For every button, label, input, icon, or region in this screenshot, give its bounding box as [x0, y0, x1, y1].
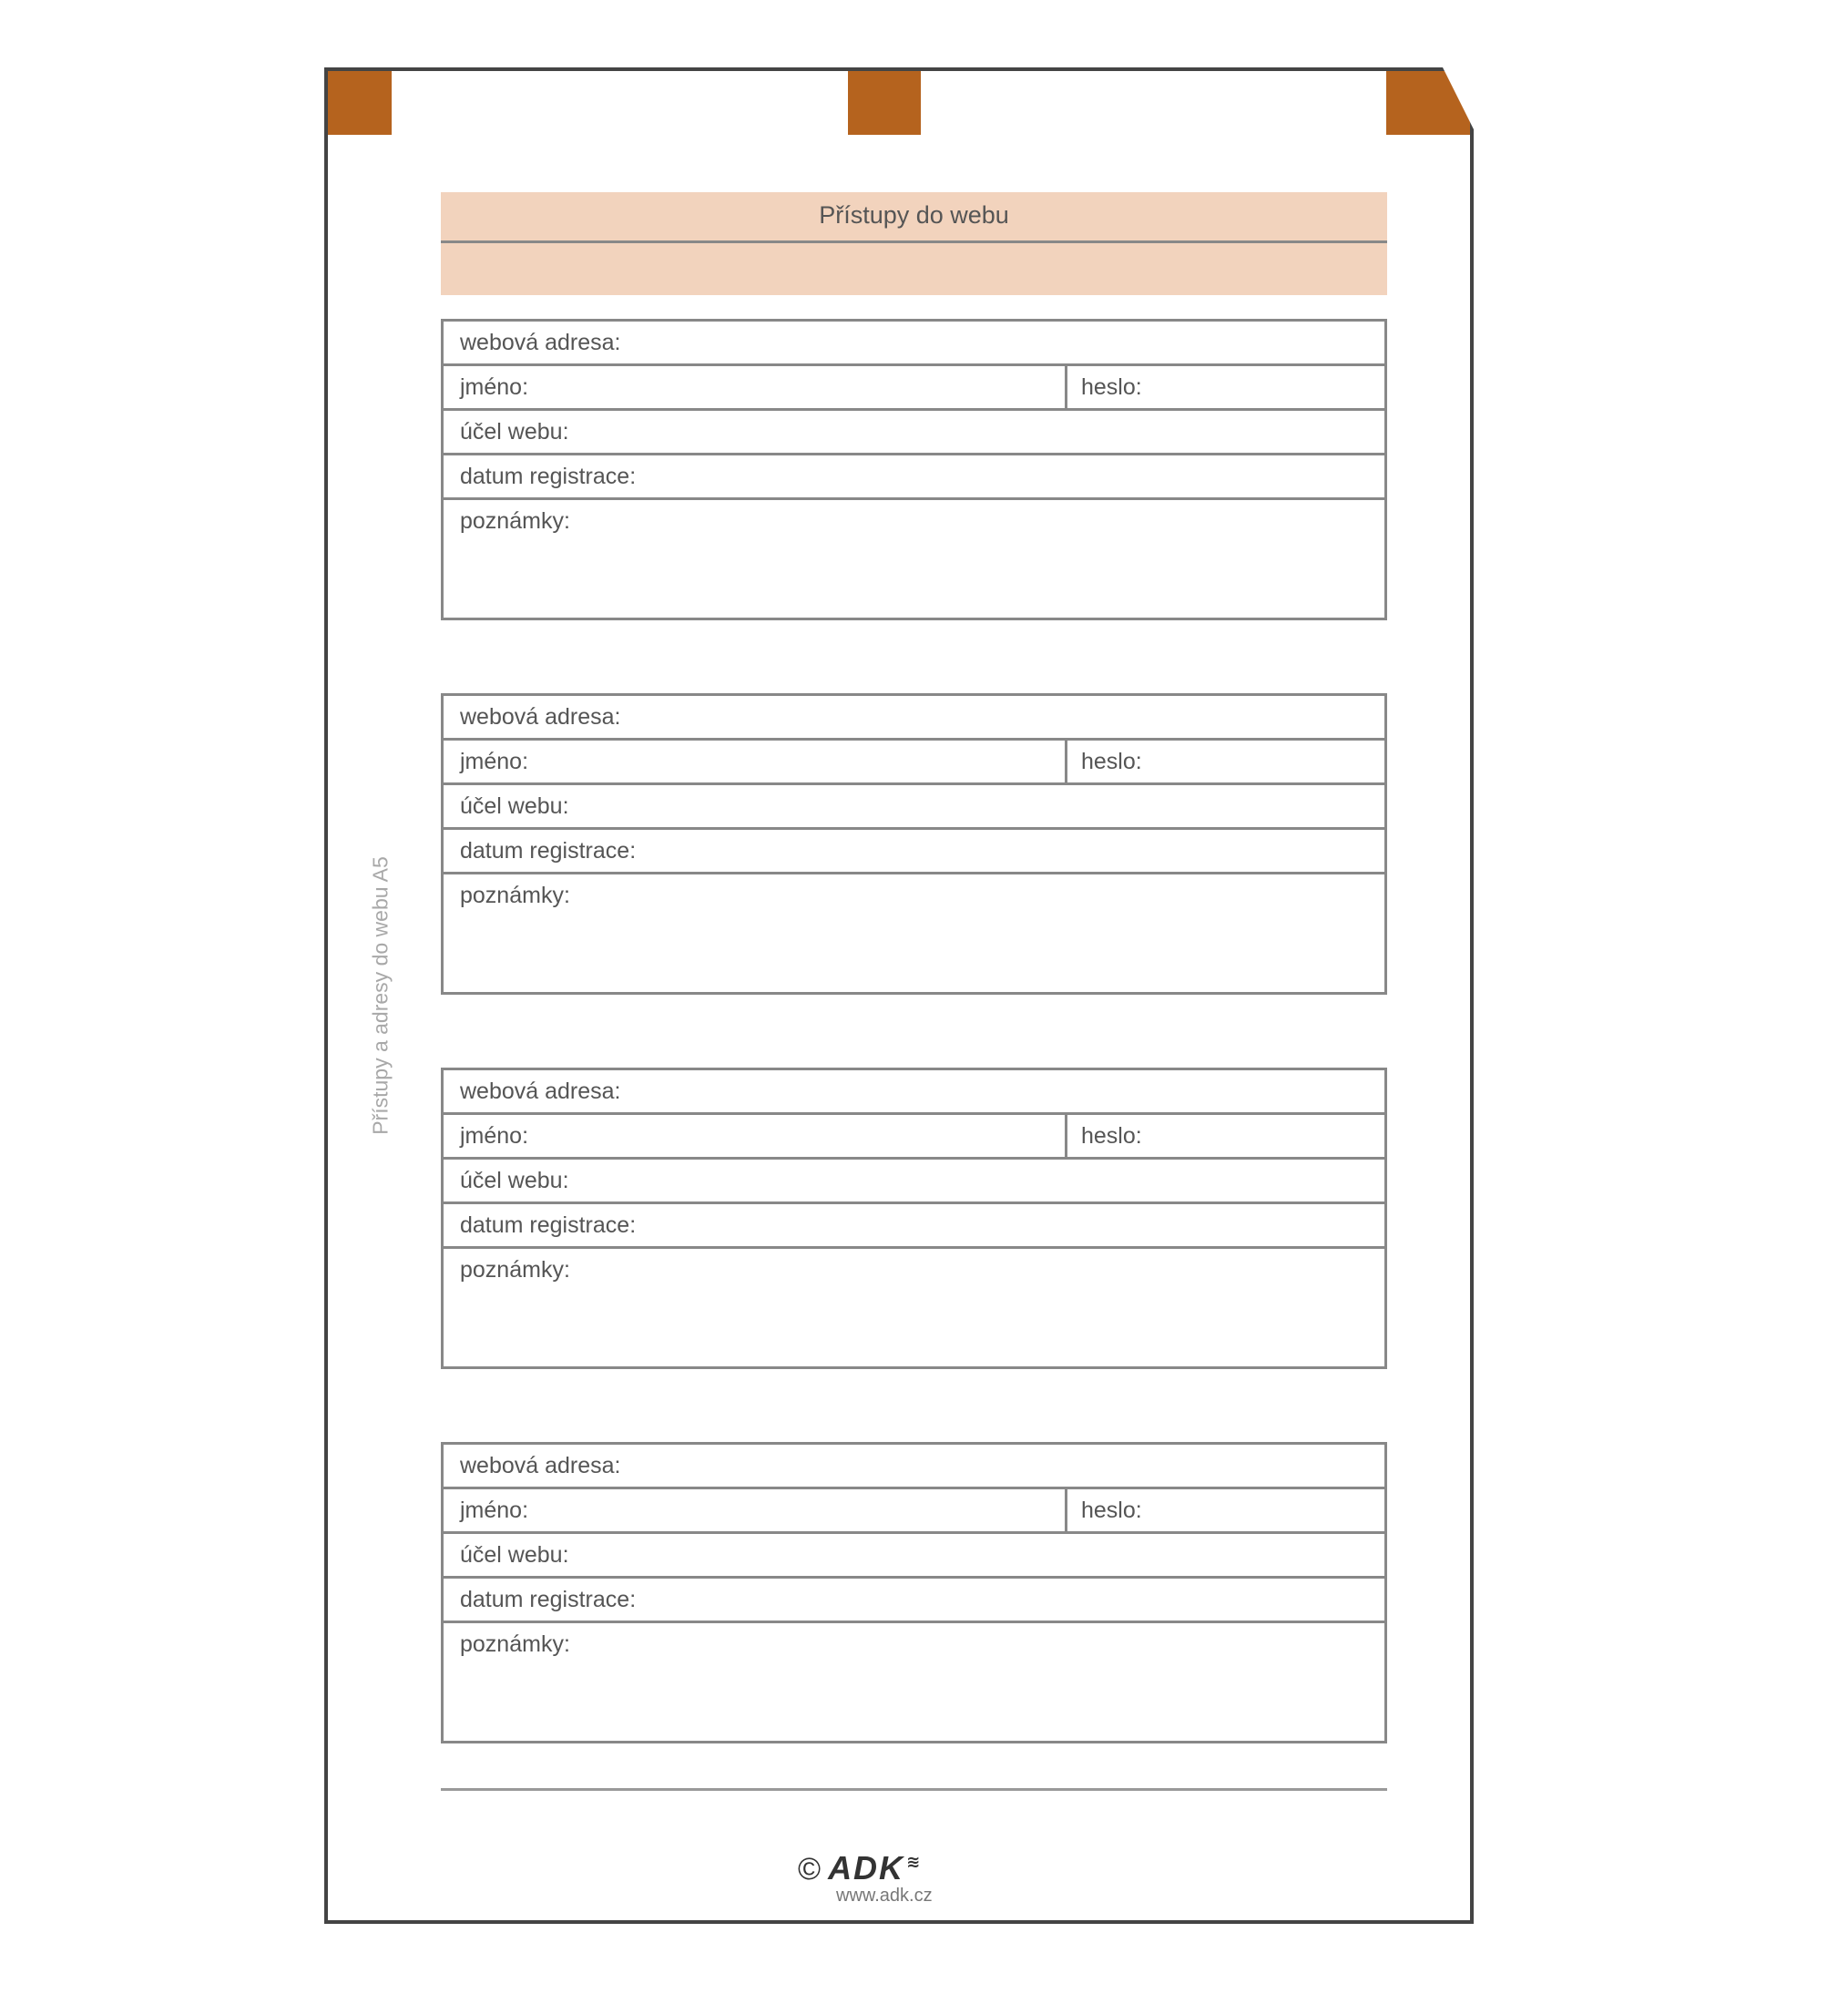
binder-tab-left — [328, 71, 392, 135]
purpose-label: účel webu: — [460, 1168, 569, 1193]
credentials-row[interactable] — [444, 1115, 1384, 1160]
brand-logo — [798, 1849, 920, 1887]
web-address-label: webová adresa: — [460, 1079, 621, 1104]
purpose-row[interactable] — [444, 785, 1384, 830]
registration-date-label: datum registrace: — [460, 1587, 637, 1612]
registration-date-row[interactable] — [444, 1204, 1384, 1249]
purpose-label: účel webu: — [460, 793, 569, 819]
purpose-label: účel webu: — [460, 1542, 569, 1568]
credentials-row[interactable] — [444, 741, 1384, 785]
credentials-row[interactable] — [444, 1489, 1384, 1534]
web-address-row[interactable] — [444, 1070, 1384, 1115]
password-label: heslo: — [1081, 1498, 1142, 1523]
web-address-label: webová adresa: — [460, 1453, 621, 1478]
row-divider — [1065, 741, 1067, 782]
credentials-row[interactable] — [444, 366, 1384, 411]
copyright-icon: © — [798, 1852, 822, 1886]
notes-row[interactable] — [444, 1249, 1384, 1366]
web-access-form — [441, 693, 1387, 995]
password-label: heslo: — [1081, 374, 1142, 400]
registration-date-row[interactable] — [444, 830, 1384, 874]
side-label: Přístupy a adresy do webu A5 — [368, 856, 393, 1135]
notes-label: poznámky: — [460, 1257, 570, 1283]
registration-date-label: datum registrace: — [460, 464, 637, 489]
password-label: heslo: — [1081, 749, 1142, 774]
page-header — [441, 192, 1387, 295]
notes-label: poznámky: — [460, 1631, 570, 1657]
purpose-label: účel webu: — [460, 419, 569, 445]
footer-divider — [441, 1788, 1387, 1791]
notes-row[interactable] — [444, 874, 1384, 992]
registration-date-label: datum registrace: — [460, 838, 637, 864]
name-label: jméno: — [460, 1123, 529, 1149]
web-address-label: webová adresa: — [460, 704, 621, 730]
brand-mark-icon: ≋ — [906, 1853, 921, 1871]
brand-name: ADK — [828, 1849, 905, 1886]
row-divider — [1065, 1115, 1067, 1157]
web-access-form — [441, 319, 1387, 620]
registration-date-label: datum registrace: — [460, 1212, 637, 1238]
notes-label: poznámky: — [460, 508, 570, 534]
name-label: jméno: — [460, 749, 529, 774]
name-label: jméno: — [460, 1498, 529, 1523]
notes-row[interactable] — [444, 500, 1384, 618]
password-label: heslo: — [1081, 1123, 1142, 1149]
web-access-form — [441, 1442, 1387, 1743]
header-divider — [441, 240, 1387, 243]
purpose-row[interactable] — [444, 1160, 1384, 1204]
purpose-row[interactable] — [444, 1534, 1384, 1579]
web-address-row[interactable] — [444, 696, 1384, 741]
web-address-row[interactable] — [444, 1445, 1384, 1489]
name-label: jméno: — [460, 374, 529, 400]
row-divider — [1065, 366, 1067, 408]
purpose-row[interactable] — [444, 411, 1384, 455]
notes-row[interactable] — [444, 1623, 1384, 1741]
page-title: Přístupy do webu — [819, 201, 1009, 229]
brand-url: www.adk.cz — [836, 1886, 933, 1906]
notes-label: poznámky: — [460, 883, 570, 908]
web-address-row[interactable] — [444, 322, 1384, 366]
row-divider — [1065, 1489, 1067, 1531]
web-access-form — [441, 1068, 1387, 1369]
sheet-corner-cut — [1441, 64, 1477, 137]
registration-date-row[interactable] — [444, 1579, 1384, 1623]
binder-tab-center — [848, 71, 921, 135]
web-address-label: webová adresa: — [460, 330, 621, 355]
registration-date-row[interactable] — [444, 455, 1384, 500]
